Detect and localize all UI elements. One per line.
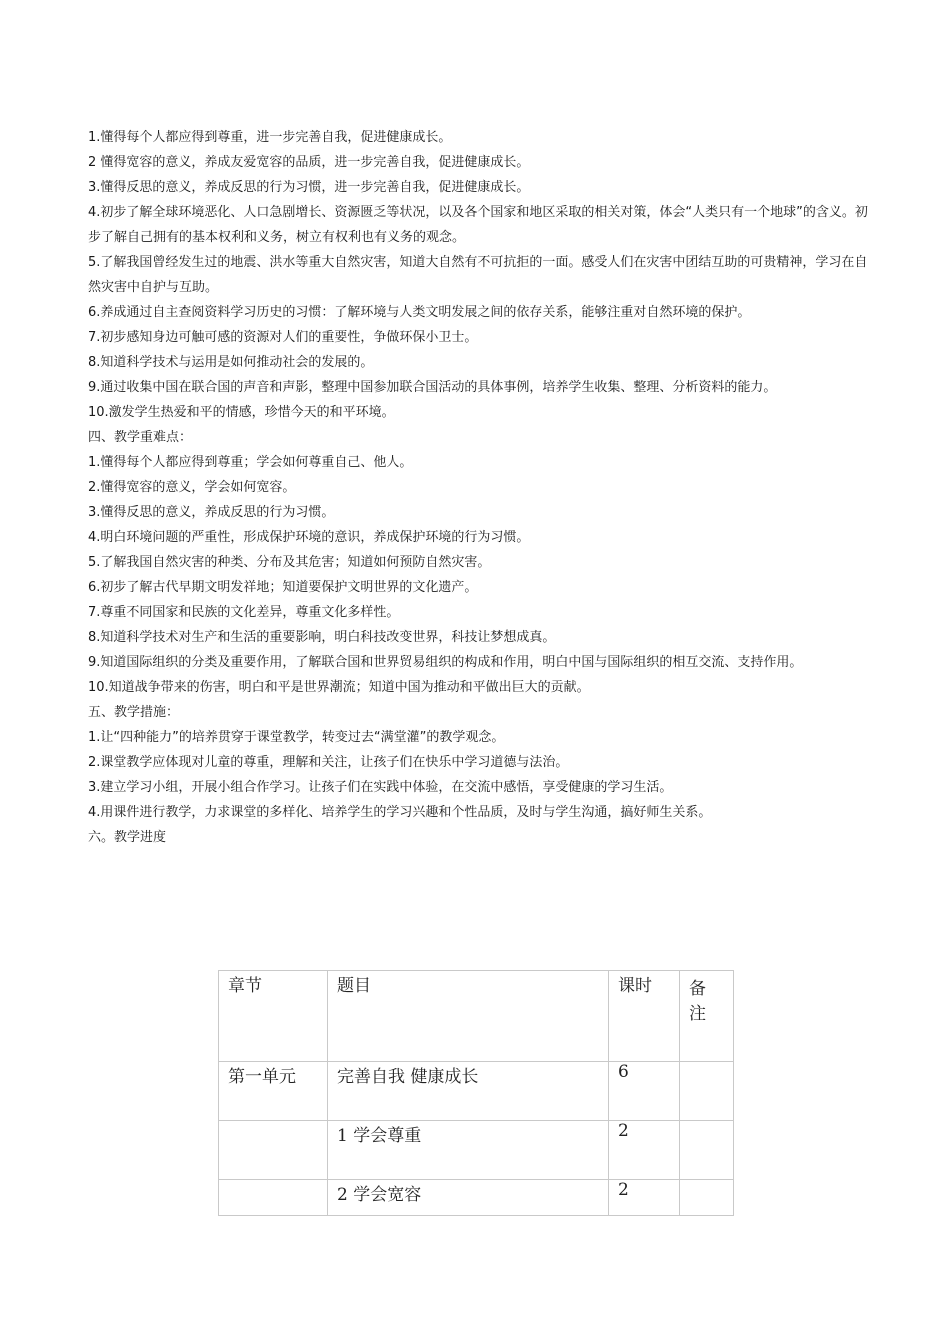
goal-item: 6.养成通过自主查阅资料学习历史的习惯：了解环境与人类文明发展之间的依存关系，能够注重对自然环境的保护。: [88, 305, 751, 320]
goal-item: 1.懂得每个人都应得到尊重，进一步完善自我，促进健康成长。: [88, 130, 452, 145]
key-point-item: 10.知道战争带来的伤害，明白和平是世界潮流；知道中国为推动和平做出巨大的贡献。: [88, 680, 590, 695]
cell-topic: 2 学会宽容: [328, 1180, 609, 1216]
key-point-item: 4.明白环境问题的严重性，形成保护环境的意识，养成保护环境的行为习惯。: [88, 530, 530, 545]
measure-item: 2.课堂教学应体现对儿童的尊重，理解和关注，让孩子们在快乐中学习道德与法治。: [88, 755, 569, 770]
key-point-item: 1.懂得每个人都应得到尊重；学会如何尊重自己、他人。: [88, 455, 413, 470]
header-note-char: 注: [689, 1004, 706, 1024]
table-row: [219, 1062, 734, 1121]
header-chapter: 章节: [219, 971, 328, 1062]
cell-hours: 2: [609, 1180, 680, 1216]
goal-item: 9.通过收集中国在联合国的声音和声影，整理中国参加联合国活动的具体事例，培养学生收集、整理、分析资料的能力。: [88, 380, 777, 395]
cell-note: [680, 1180, 734, 1216]
cell-note: [680, 1121, 734, 1180]
cell-topic: 1 学会尊重: [328, 1121, 609, 1180]
key-point-item: 5.了解我国自然灾害的种类、分布及其危害；知道如何预防自然灾害。: [88, 555, 491, 570]
header-note: [680, 971, 734, 1062]
document-body: [88, 125, 878, 850]
measure-item: 4.用课件进行教学，力求课堂的多样化、培养学生的学习兴趣和个性品质，及时与学生沟通，搞好师生关系。: [88, 805, 712, 820]
header-topic: 题目: [328, 971, 609, 1062]
goal-item: 10.激发学生热爱和平的情感，珍惜今天的和平环境。: [88, 405, 395, 420]
goal-item: 2 懂得宽容的意义，养成友爱宽容的品质，进一步完善自我，促进健康成长。: [88, 155, 530, 170]
measure-item: 3.建立学习小组，开展小组合作学习。让孩子们在实践中体验，在交流中感悟，享受健康的学习生活。: [88, 780, 673, 795]
header-note-char: 备: [689, 979, 706, 999]
cell-chapter: [219, 1121, 328, 1180]
cell-topic: 完善自我 健康成长: [328, 1062, 609, 1121]
key-point-item: 3.懂得反思的意义，养成反思的行为习惯。: [88, 505, 335, 520]
cell-chapter: 第一单元: [219, 1062, 328, 1121]
goal-item: 7.初步感知身边可触可感的资源对人们的重要性，争做环保小卫士。: [88, 330, 478, 345]
table-header-row: [219, 971, 734, 1062]
table-row: [219, 1121, 734, 1180]
key-points-heading: 四、教学重难点：: [88, 430, 193, 445]
key-point-item: 8.知道科学技术对生产和生活的重要影响，明白科技改变世界，科技让梦想成真。: [88, 630, 556, 645]
goal-item: 8.知道科学技术与运用是如何推动社会的发展的。: [88, 355, 374, 370]
goal-item: 4.初步了解全球环境恶化、人口急剧增长、资源匮乏等状况，以及各个国家和地区采取的相关对策，体会“人类只有一个地球”的含义。初步了解自己拥有的基本权利和义务，树立有权利也有义务的观念。: [88, 205, 868, 245]
table-row: [219, 1180, 734, 1216]
cell-note: [680, 1062, 734, 1121]
key-point-item: 9.知道国际组织的分类及重要作用，了解联合国和世界贸易组织的构成和作用，明白中国与国际组织的相互交流、支持作用。: [88, 655, 803, 670]
key-point-item: 7.尊重不同国家和民族的文化差异，尊重文化多样性。: [88, 605, 400, 620]
header-hours: 课时: [609, 971, 680, 1062]
key-point-item: 2.懂得宽容的意义，学会如何宽容。: [88, 480, 296, 495]
key-point-item: 6.初步了解古代早期文明发祥地；知道要保护文明世界的文化遗产。: [88, 580, 478, 595]
measures-heading: 五、教学措施：: [88, 705, 180, 720]
cell-chapter: [219, 1180, 328, 1216]
goal-item: 3.懂得反思的意义，养成反思的行为习惯，进一步完善自我，促进健康成长。: [88, 180, 530, 195]
progress-table: [218, 970, 734, 1216]
cell-hours: 2: [609, 1121, 680, 1180]
progress-heading: 六。教学进度: [88, 830, 167, 845]
cell-hours: 6: [609, 1062, 680, 1121]
goal-item: 5.了解我国曾经发生过的地震、洪水等重大自然灾害，知道大自然有不可抗拒的一面。感受人们在灾害中团结互助的可贵精神，学习在自然灾害中自护与互助。: [88, 255, 868, 295]
measure-item: 1.让“四种能力”的培养贯穿于课堂教学，转变过去“满堂灌”的教学观念。: [88, 730, 505, 745]
